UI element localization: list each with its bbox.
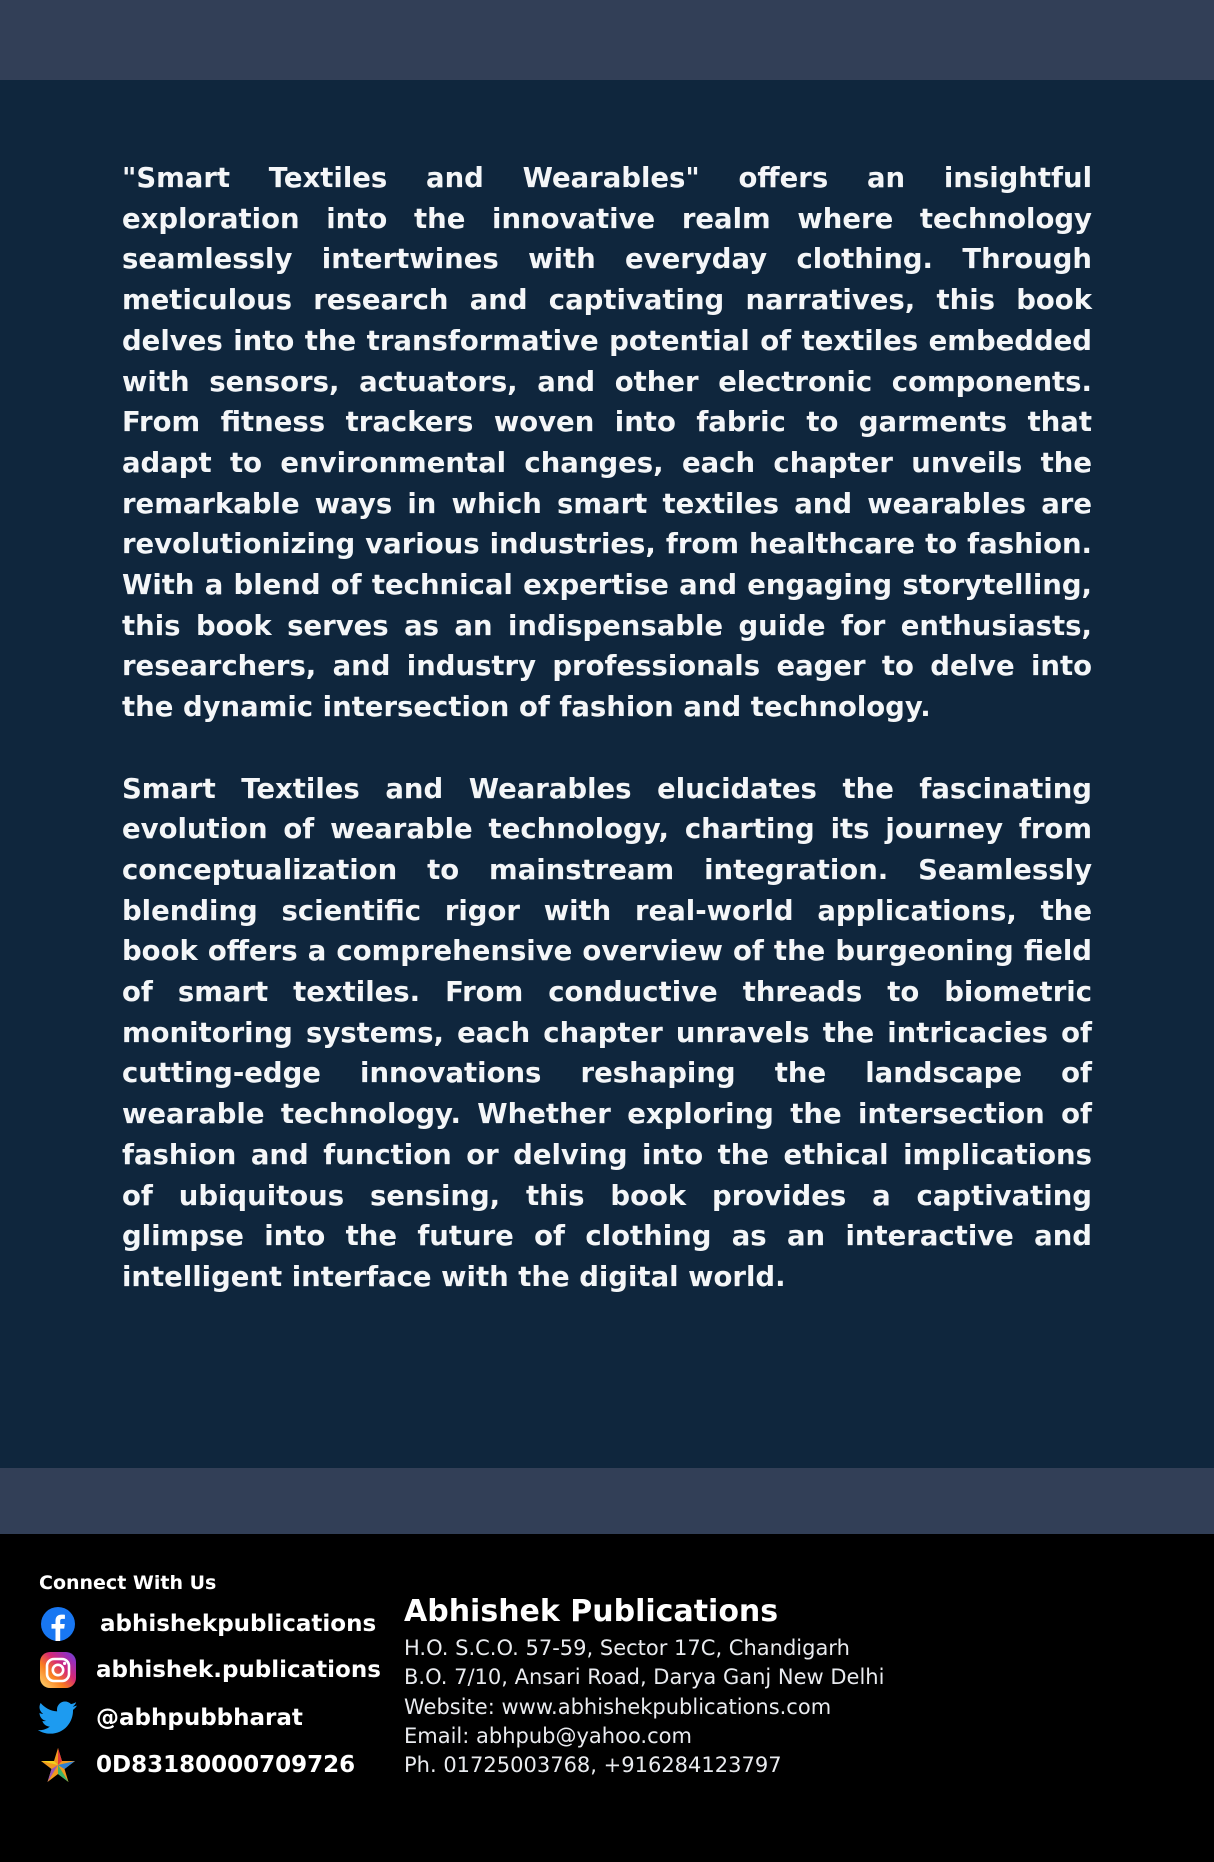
middle-band — [0, 1468, 1214, 1534]
connect-title: Connect With Us — [39, 1572, 217, 1594]
blurb-paragraph-2: Smart Textiles and Wearables elucidates the fascinating evolution of wearable technology, charting its journey from conceptualization to mainstream integration. Seamlessly blending scientific rigor with real-world applications, the book offers a comprehensive overview of the burgeoning field of smart textiles. From conductive threads to biometric monitoring systems, each chapter unravels the intricacies of cutting-edge innovations reshaping the landscape of wearable technology. Whether exploring the intersection of fashion and function or delving into the ethical implications of ubiquitous sensing, this book provides a captivating glimpse into the future of clothing as an interactive and intelligent interface with the digital world. — [122, 772, 1092, 1293]
publisher-branch-office: B.O. 7/10, Ansari Road, Darya Ganj New Delhi — [404, 1665, 885, 1690]
publisher-phone: Ph. 01725003768, +916284123797 — [404, 1753, 782, 1778]
top-band — [0, 0, 1214, 80]
blurb-paragraph-1: "Smart Textiles and Wearables" offers an insightful exploration into the innovative realm where technology seamlessly intertwines with everyday clothing. Through meticulous research and captivating narratives, this book delves into the transformative potential of textiles embedded with sensors, actuators, and other electronic components. From fitness trackers woven into fabric to garments that adapt to environmental changes, each chapter unveils the remarkable ways in which smart textiles and wearables are revolutionizing various industries, from healthcare to fashion. With a blend of technical expertise and engaging storytelling, this book serves as an indispensable guide for enthusiasts, researchers, and industry professionals eager to delve into the dynamic intersection of fashion and technology. — [122, 162, 1092, 724]
instagram-icon — [38, 1650, 78, 1690]
publisher-details — [404, 1634, 884, 1780]
twitter-icon — [38, 1698, 78, 1738]
publisher-head-office: H.O. S.C.O. 57-59, Sector 17C, Chandigarh — [404, 1636, 850, 1660]
social-other[interactable] — [38, 1745, 378, 1785]
book-blurb — [122, 158, 1092, 1298]
social-facebook[interactable] — [38, 1604, 378, 1644]
facebook-handle: abhishekpublications — [100, 1611, 377, 1637]
facebook-icon — [38, 1604, 78, 1644]
publisher-email[interactable]: Email: abhpub@yahoo.com — [404, 1723, 692, 1748]
social-twitter[interactable] — [38, 1698, 378, 1738]
star-icon — [38, 1745, 78, 1785]
instagram-handle: abhishek.publications — [96, 1657, 381, 1683]
registration-number: 0D83180000709726 — [96, 1752, 356, 1778]
social-instagram[interactable] — [38, 1650, 381, 1690]
publisher-website[interactable]: Website: www.abhishekpublications.com — [404, 1694, 832, 1719]
publisher-name: Abhishek Publications — [404, 1594, 779, 1629]
twitter-handle: @abhpubbharat — [96, 1705, 303, 1731]
